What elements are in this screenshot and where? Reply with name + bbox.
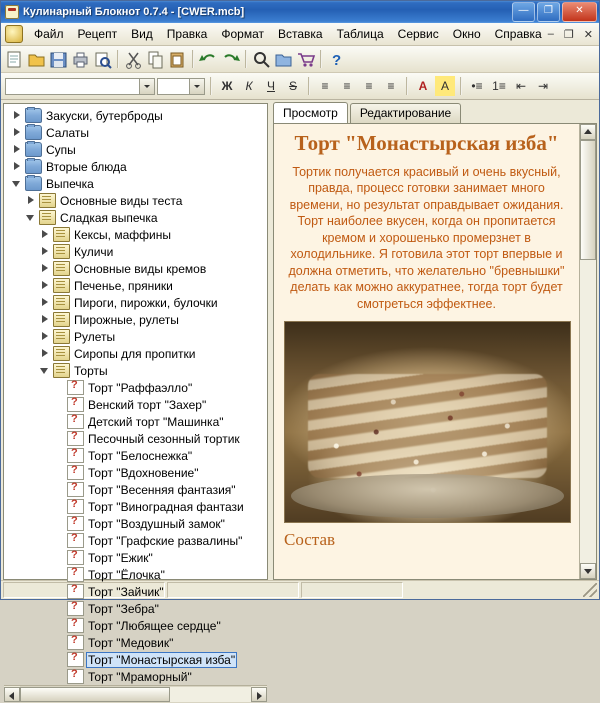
font-size-combo[interactable]	[157, 78, 205, 95]
tree-node[interactable]	[6, 447, 267, 464]
redo-icon[interactable]	[220, 49, 241, 70]
menu-item-view[interactable]: Вид	[131, 27, 153, 41]
collapse-arrow-icon[interactable]	[12, 178, 23, 189]
book-icon	[53, 244, 70, 259]
tree-node-label: Супы	[46, 142, 76, 157]
tree-node[interactable]	[6, 175, 267, 192]
tree-node-label: Венский торт "Захер"	[88, 397, 207, 412]
tree-spacer	[54, 671, 65, 682]
toolbar-separator	[460, 77, 462, 95]
scroll-track[interactable]	[580, 140, 596, 563]
menu-item-service[interactable]: Сервис	[397, 27, 439, 41]
tree-spacer	[54, 450, 65, 461]
italic-button[interactable]: К	[245, 79, 253, 93]
recipe-page-icon	[67, 397, 84, 412]
scroll-track[interactable]	[20, 686, 251, 703]
tree-node-label: Основные виды кремов	[74, 261, 207, 276]
menu-item-edit[interactable]: Правка	[166, 27, 208, 41]
tree-node[interactable]	[6, 277, 267, 294]
chevron-down-icon[interactable]	[139, 79, 154, 94]
tree-node-label: Торт "Любящее сердце"	[88, 618, 221, 633]
toolbar-separator	[210, 77, 212, 95]
expand-arrow-icon[interactable]	[40, 229, 51, 240]
find-icon[interactable]	[251, 49, 272, 70]
scroll-up-button[interactable]	[580, 124, 596, 140]
expand-arrow-icon[interactable]	[40, 331, 51, 342]
mdi-restore-button[interactable]: ❐	[563, 28, 574, 41]
tree-node-label: Куличи	[74, 244, 114, 259]
tree-spacer	[54, 620, 65, 631]
tab-preview[interactable]: Просмотр	[273, 102, 348, 123]
copy-icon[interactable]	[145, 49, 166, 70]
menu-item-recipe[interactable]: Рецепт	[77, 27, 118, 41]
tree-node-label: Торт "Ёлочка"	[88, 567, 165, 582]
mdi-minimize-button[interactable]: –	[547, 27, 554, 40]
tree-node-label: Рулеты	[74, 329, 116, 344]
book-icon	[39, 210, 56, 225]
tree-node-label: Торт "Зайчик"	[88, 584, 164, 599]
tree-node-label: Торт "Мраморный"	[88, 669, 192, 684]
underline-button[interactable]: Ч	[267, 79, 275, 93]
window-title: Кулинарный Блокнот 0.7.4 - [CWER.mcb]	[23, 6, 245, 18]
recipe-page-icon	[67, 652, 84, 667]
recipe-tree-pane	[3, 103, 268, 684]
tree-node[interactable]	[6, 294, 267, 311]
tree-node-label: Основные виды теста	[60, 193, 183, 208]
book-icon	[39, 193, 56, 208]
book-icon	[53, 278, 70, 293]
maximize-button[interactable]: ❐	[537, 2, 560, 22]
menu-item-table[interactable]: Таблица	[336, 27, 384, 41]
tree-node[interactable]	[6, 515, 267, 532]
toolbar-separator	[245, 50, 247, 68]
tree-spacer	[54, 501, 65, 512]
expand-arrow-icon[interactable]	[40, 297, 51, 308]
menu-item-help[interactable]: Справка	[494, 27, 542, 41]
recipe-page-icon	[67, 516, 84, 531]
minimize-button[interactable]: —	[512, 2, 535, 22]
tree-node[interactable]	[6, 600, 267, 617]
open-folder-icon[interactable]	[26, 49, 47, 70]
folder-icon	[25, 125, 42, 140]
tree-node-label: Детский торт "Машинка"	[88, 414, 224, 429]
tree-spacer	[54, 433, 65, 444]
collapse-arrow-icon[interactable]	[40, 365, 51, 376]
tree-node-label: Кексы, маффины	[74, 227, 171, 242]
tree-spacer	[54, 603, 65, 614]
tree-node-label: Торт "Весенняя фантазия"	[88, 482, 236, 497]
collapse-arrow-icon[interactable]	[26, 212, 37, 223]
align-left-button[interactable]: ≡	[321, 79, 329, 93]
menu-item-format[interactable]: Формат	[221, 27, 264, 41]
recipe-description: Тортик получается красивый и очень вкусный, правда, процесс готовки занимает много времени, но результат оправдывает ожидания. Торт наиболее вкусен, когда он пропитается кремом и хорошенько промерзнет в холодильнике. Я готовила этот торт впервые и должна отметить, что желательно "бревнышки" делать как можно аккуратнее, тогда торт будет смотреться эффектнее.	[288, 164, 565, 311]
recipe-page-icon	[67, 465, 84, 480]
tree-node[interactable]	[6, 566, 267, 583]
tree-spacer	[54, 399, 65, 410]
recipe-view-pane	[273, 103, 597, 580]
document-icon	[5, 25, 23, 43]
book-icon	[53, 346, 70, 361]
tree-node[interactable]	[6, 141, 267, 158]
recipe-page-icon	[67, 448, 84, 463]
tree-node-label: Торт "Монастырская изба"	[88, 652, 236, 667]
tree-node[interactable]	[6, 481, 267, 498]
expand-arrow-icon[interactable]	[12, 110, 23, 121]
expand-arrow-icon[interactable]	[40, 348, 51, 359]
tree-node[interactable]	[6, 413, 267, 430]
tree-node[interactable]	[6, 124, 267, 141]
expand-arrow-icon[interactable]	[12, 161, 23, 172]
recipe-page-icon	[67, 482, 84, 497]
tree-node-label: Сладкая выпечка	[60, 210, 158, 225]
toolbar-separator	[192, 50, 194, 68]
tree-spacer	[54, 535, 65, 546]
tree-spacer	[54, 637, 65, 648]
scroll-left-button[interactable]	[4, 687, 20, 702]
tree-spacer	[54, 552, 65, 563]
increase-indent-button[interactable]: ⇥	[537, 79, 549, 93]
print-preview-icon[interactable]	[92, 49, 113, 70]
tree-node-label: Торт "Раффаэлло"	[88, 380, 193, 395]
tree-node[interactable]	[6, 328, 267, 345]
main-toolbar	[1, 46, 599, 73]
tree-node[interactable]	[6, 158, 267, 175]
tree-node[interactable]	[6, 362, 267, 379]
tab-edit[interactable]: Редактирование	[350, 103, 461, 123]
tree-node-label: Песочный сезонный тортик	[88, 431, 240, 446]
save-file-icon[interactable]	[48, 49, 69, 70]
add-folder-icon[interactable]	[273, 49, 294, 70]
bulleted-list-button[interactable]: •≡	[471, 79, 483, 93]
align-justify-button[interactable]: ≡	[387, 79, 395, 93]
tree-node[interactable]	[6, 379, 267, 396]
tree-node-label: Печенье, пряники	[74, 278, 173, 293]
tree-node[interactable]	[6, 192, 267, 209]
tree-node-label: Торт "Воздушный замок"	[88, 516, 225, 531]
toolbar-separator	[320, 50, 322, 68]
tree-node-label: Торт "Медовик"	[88, 635, 174, 650]
align-right-button[interactable]: ≡	[365, 79, 373, 93]
tree-node[interactable]	[6, 668, 267, 685]
expand-arrow-icon[interactable]	[26, 195, 37, 206]
tree-node-label: Торт "Вдохновение"	[88, 465, 199, 480]
tree-node[interactable]	[6, 617, 267, 634]
recipe-page-icon	[67, 669, 84, 684]
recipe-page-icon	[67, 499, 84, 514]
paste-icon[interactable]	[167, 49, 188, 70]
format-toolbar	[1, 73, 599, 100]
scroll-thumb[interactable]	[580, 140, 596, 260]
recipe-viewer	[273, 123, 597, 580]
tree-node[interactable]	[6, 107, 267, 124]
tree-node-label: Сиропы для пропитки	[74, 346, 196, 361]
book-icon	[53, 261, 70, 276]
recipe-page-icon	[67, 380, 84, 395]
tree-node[interactable]	[6, 532, 267, 549]
folder-icon	[25, 159, 42, 174]
tree-spacer	[54, 382, 65, 393]
cut-icon[interactable]	[123, 49, 144, 70]
font-name-combo[interactable]	[5, 78, 155, 95]
expand-arrow-icon[interactable]	[40, 246, 51, 257]
recipe-section-title: Состав	[284, 530, 336, 550]
folder-icon	[25, 176, 42, 191]
chevron-down-icon[interactable]	[189, 79, 204, 94]
tree-node[interactable]	[6, 549, 267, 566]
tree-node-label: Салаты	[46, 125, 90, 140]
tree-spacer	[54, 416, 65, 427]
book-icon	[53, 312, 70, 327]
expand-arrow-icon[interactable]	[40, 263, 51, 274]
tree-node-label: Торт "Белоснежка"	[88, 448, 193, 463]
recipe-page-icon	[67, 584, 84, 599]
tree-node[interactable]	[6, 311, 267, 328]
tree-node[interactable]	[6, 243, 267, 260]
tree-node[interactable]	[6, 498, 267, 515]
new-recipe-icon[interactable]	[4, 49, 25, 70]
menu-bar	[1, 23, 599, 46]
recipe-vertical-scrollbar[interactable]	[579, 124, 596, 579]
folder-icon	[25, 108, 42, 123]
book-icon	[53, 295, 70, 310]
tree-node[interactable]	[6, 464, 267, 481]
scroll-thumb[interactable]	[20, 687, 170, 702]
toolbar-separator	[117, 50, 119, 68]
resize-grip-icon[interactable]	[583, 583, 597, 597]
tree-node[interactable]	[6, 430, 267, 447]
tree-node[interactable]	[6, 634, 267, 651]
book-icon	[53, 363, 70, 378]
tree-node-label: Торт "Зебра"	[88, 601, 159, 616]
mdi-close-button[interactable]: ✕	[583, 28, 593, 41]
tree-node[interactable]	[6, 651, 267, 668]
tree-spacer	[54, 467, 65, 478]
tree-node-label: Торты	[74, 363, 108, 378]
status-cell-3	[301, 582, 403, 598]
tree-spacer	[54, 586, 65, 597]
toolbar-separator	[406, 77, 408, 95]
tree-node[interactable]	[6, 209, 267, 226]
photo-plate	[291, 474, 565, 518]
recipe-page-icon	[67, 567, 84, 582]
tree-node-label: Торт "Графские развалины"	[88, 533, 243, 548]
help-icon[interactable]	[326, 49, 347, 70]
tree-node[interactable]	[6, 583, 267, 600]
recipe-tree[interactable]	[4, 104, 267, 685]
recipe-content	[274, 124, 579, 579]
view-tabs	[273, 103, 597, 123]
mdi-window-controls	[546, 28, 595, 41]
font-color-button[interactable]: A	[418, 79, 428, 93]
recipe-title: Торт "Монастырская изба"	[294, 131, 559, 155]
highlight-color-button[interactable]: A	[435, 76, 455, 96]
recipe-page-icon	[67, 533, 84, 548]
tree-node-label: Вторые блюда	[46, 159, 127, 174]
recipe-page-icon	[67, 431, 84, 446]
align-center-button[interactable]: ≡	[343, 79, 351, 93]
book-icon	[53, 329, 70, 344]
cookbook-icon	[5, 5, 19, 19]
recipe-photo	[284, 321, 571, 523]
recipe-page-icon	[67, 618, 84, 633]
book-icon	[53, 227, 70, 242]
tree-node[interactable]	[6, 396, 267, 413]
strikethrough-button[interactable]: S	[288, 79, 297, 93]
scroll-down-button[interactable]	[580, 563, 596, 579]
folder-icon	[25, 142, 42, 157]
tree-node[interactable]	[6, 260, 267, 277]
toolbar-separator	[308, 77, 310, 95]
expand-arrow-icon[interactable]	[12, 127, 23, 138]
tree-horizontal-scrollbar[interactable]	[4, 685, 267, 702]
recipe-page-icon	[67, 414, 84, 429]
tree-spacer	[54, 518, 65, 529]
tree-spacer	[54, 654, 65, 665]
numbered-list-button[interactable]: 1≡	[492, 79, 506, 93]
menu-item-window[interactable]: Окно	[452, 27, 481, 41]
print-icon[interactable]	[70, 49, 91, 70]
tree-node[interactable]	[6, 226, 267, 243]
svg-text:?: ?	[332, 51, 342, 69]
menu-item-insert[interactable]: Вставка	[277, 27, 323, 41]
decrease-indent-button[interactable]: ⇤	[515, 79, 527, 93]
recipe-page-icon	[67, 601, 84, 616]
expand-arrow-icon[interactable]	[40, 280, 51, 291]
expand-arrow-icon[interactable]	[40, 314, 51, 325]
tree-spacer	[54, 569, 65, 580]
tree-node-label: Торт "Виноградная фантази	[88, 499, 244, 514]
menu-item-file[interactable]: Файл	[34, 27, 64, 41]
tree-node-label: Торт "Ежик"	[88, 550, 153, 565]
undo-icon[interactable]	[198, 49, 219, 70]
recipe-page-icon	[67, 550, 84, 565]
tree-node-label: Закуски, бутерброды	[46, 108, 163, 123]
close-button[interactable]: ✕	[562, 2, 597, 22]
expand-arrow-icon[interactable]	[12, 144, 23, 155]
recipe-page-icon	[67, 635, 84, 650]
tree-node-label: Выпечка	[46, 176, 94, 191]
tree-node-label: Пироги, пирожки, булочки	[74, 295, 218, 310]
bold-button[interactable]: Ж	[221, 79, 233, 93]
scroll-right-button[interactable]	[251, 687, 267, 702]
shopping-cart-icon[interactable]	[295, 49, 316, 70]
tree-node-label: Пирожные, рулеты	[74, 312, 179, 327]
main-area	[1, 100, 599, 684]
tree-spacer	[54, 484, 65, 495]
window-controls	[512, 2, 597, 22]
title-bar	[1, 1, 599, 23]
tree-node[interactable]	[6, 345, 267, 362]
